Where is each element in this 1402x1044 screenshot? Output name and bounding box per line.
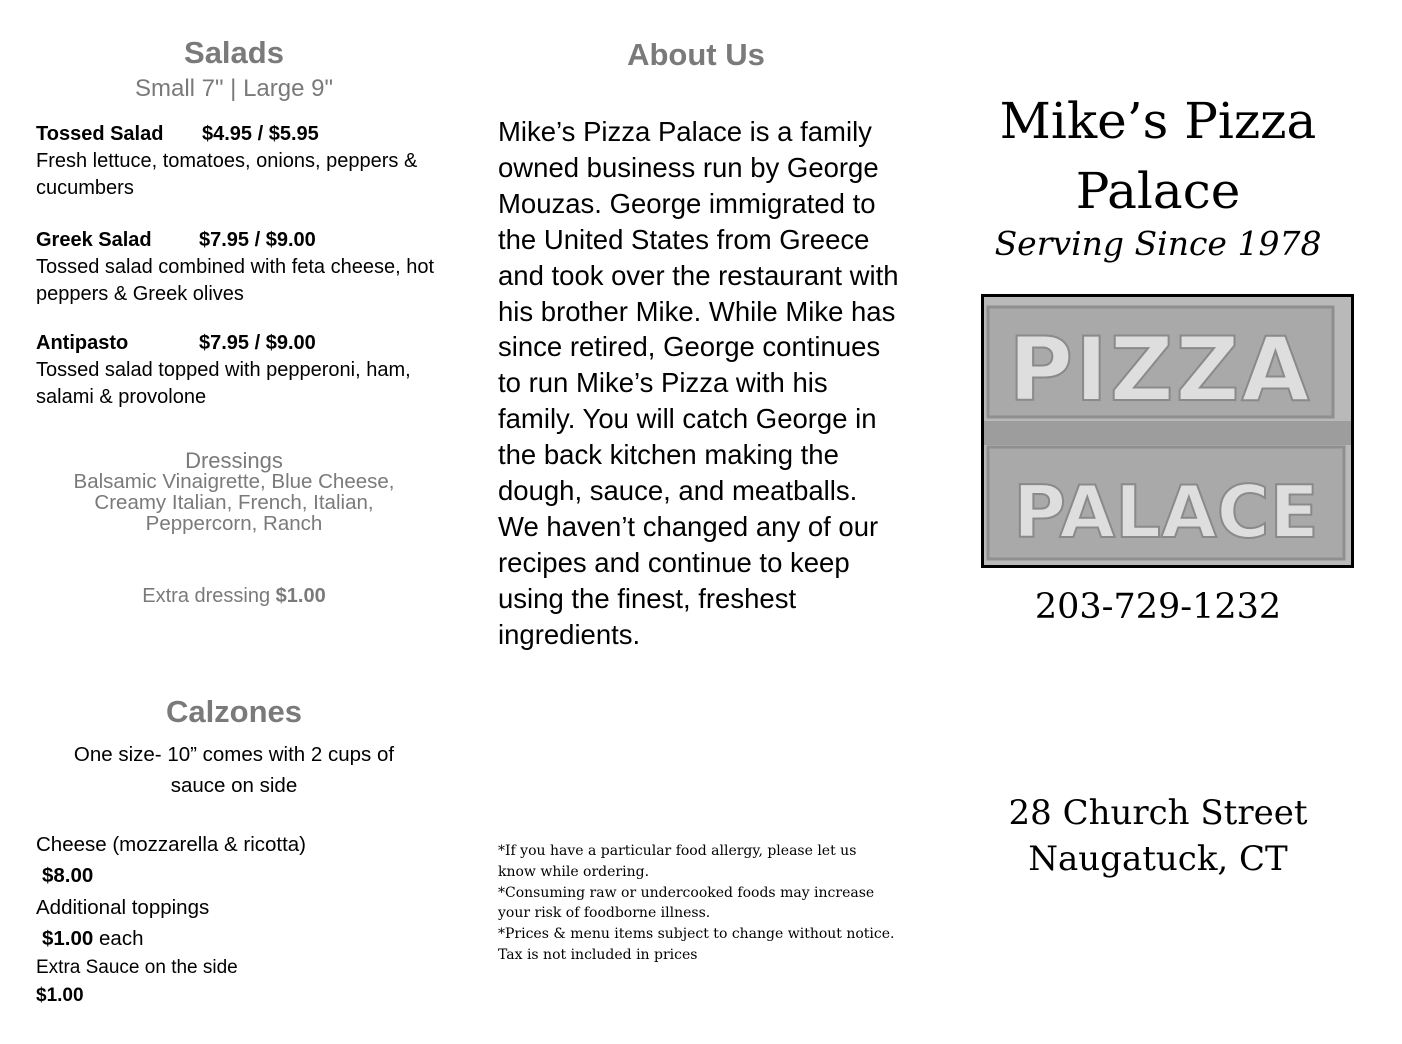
item-price: $7.95 / $9.00 [199,229,316,251]
about-text [498,114,903,653]
sign-text-bottom: PALACE [1013,470,1319,554]
dressings-list: Balsamic Vinaigrette, Blue Cheese, Creamy Italian, French, Italian, Peppercorn, Ranch [73,470,395,535]
menu-item-tossed-salad [36,121,446,202]
about-paragraph-2: We haven’t changed any of our recipes and continue to keep using the finest, freshest ingredients. [498,510,879,650]
salads-title: Salads [184,35,284,70]
brand-tagline: Serving Since 1978 [994,224,1322,263]
about-title: About Us [627,37,765,72]
toppings-price-value: $1.00 [42,927,94,950]
disclaimer [498,841,898,966]
address [960,790,1356,882]
extra-dressing-label: Extra dressing [142,585,271,607]
calzones-title: Calzones [165,694,303,729]
dressings-title: Dressings [185,448,283,473]
extra-dressing [36,585,432,608]
calzone-cheese-label: Cheese (mozzarella & ricotta) [36,833,307,856]
item-name: Antipasto [36,332,129,354]
disclaimer-prices: *Prices & menu items subject to change without notice. Tax is not included in prices [498,926,895,963]
pizza-palace-sign-photo [981,294,1354,568]
item-name: Tossed Salad [36,123,164,145]
calzone-sauce-price: $1.00 [36,985,84,1006]
address-line-2: Naugatuck, CT [1028,839,1288,879]
brand-name: Mike’s Pizza Palace [999,92,1317,220]
sign-illustration [984,297,1351,565]
disclaimer-allergy: *If you have a particular food allergy, please let us know while ordering. [498,843,857,880]
calzone-toppings-label: Additional toppings [36,896,210,919]
phone-number: 203-729-1232 [1034,587,1282,627]
toppings-price-suffix: each [99,927,144,950]
about-paragraph-1: Mike’s Pizza Palace is a family owned business run by George Mouzas. George immigrated to the United States from Greece and took over the restaurant with his brother Mike. While Mike has since retired, George continues to run Mike’s Pizza with his family. You will catch George in the back kitchen making the dough, sauce, and meatballs. [498,116,899,507]
calzone-toppings-price [42,927,143,951]
item-description: Fresh lettuce, tomatoes, onions, peppers & cucumbers [36,150,418,199]
extra-dressing-price: $1.00 [275,585,326,607]
item-name: Greek Salad [36,229,152,251]
item-price: $7.95 / $9.00 [199,332,316,354]
salads-sizes: Small 7" | Large 9" [134,75,334,102]
calzone-sauce-label: Extra Sauce on the side [36,957,238,978]
disclaimer-raw-food: *Consuming raw or undercooked foods may increase your risk of foodborne illness. [498,884,875,922]
calzone-cheese-price: $8.00 [42,864,94,887]
item-description: Tossed salad topped with pepperoni, ham, salami & provolone [36,359,411,408]
sign-text-top: PIZZA [1008,318,1312,421]
item-price: $4.95 / $5.95 [202,123,319,145]
address-line-1: 28 Church Street [1008,793,1308,833]
item-description: Tossed salad combined with feta cheese, hot peppers & Greek olives [36,256,435,305]
menu-item-antipasto [36,330,446,411]
menu-item-greek-salad [36,227,446,308]
calzones-description: One size- 10” comes with 2 cups of sauce on side [73,743,395,797]
